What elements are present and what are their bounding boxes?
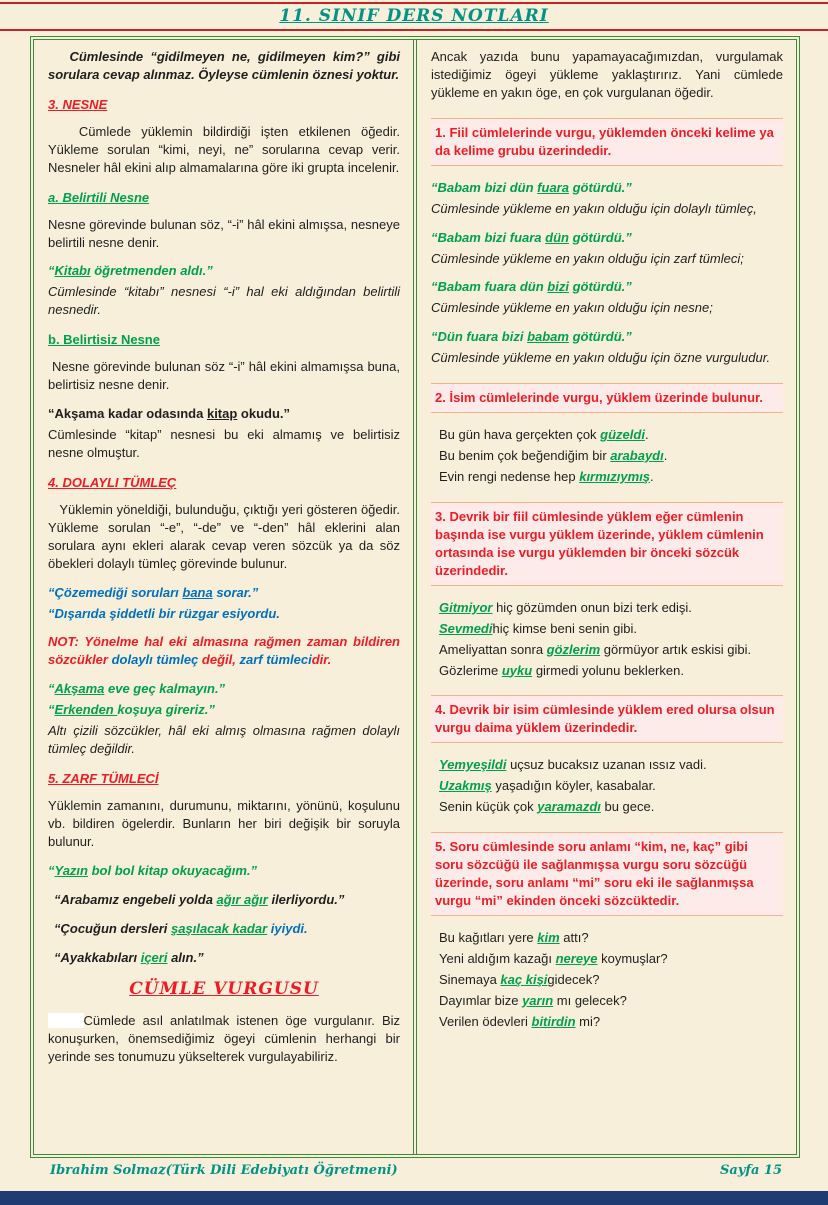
text-run: Sevmedi bbox=[439, 620, 493, 636]
text-run bbox=[48, 1013, 84, 1028]
section-title bbox=[48, 978, 400, 1001]
example-sentence bbox=[431, 929, 783, 947]
text-run: girmedi yolunu beklerken. bbox=[532, 662, 684, 678]
subsection-heading bbox=[48, 189, 400, 207]
paragraph bbox=[48, 501, 400, 573]
text-run: 3. NESNE bbox=[48, 96, 108, 112]
text-run: eve geç kalmayın.” bbox=[104, 681, 226, 697]
example-sentence bbox=[48, 862, 400, 880]
example-sentence bbox=[48, 680, 400, 698]
text-run: Bu kağıtları yere bbox=[439, 929, 538, 945]
paragraph bbox=[48, 1012, 400, 1066]
text-run: CÜMLE VURGUSU bbox=[129, 978, 319, 999]
text-run: güzeldi bbox=[600, 427, 645, 443]
example-sentence bbox=[48, 891, 400, 909]
text-run: Yüklemin yöneldiği, bulunduğu, çıktığı yeri gösteren öğedir. Yükleme sorulan “-e”, “-de” ve “-den” hâl eklerini alan sorulara aynı ekleri alarak cevap veren sözcük ya da söz öbekleri dolaylı tümleç görevinde bulunur. bbox=[48, 501, 400, 571]
paragraph bbox=[48, 123, 400, 177]
paragraph bbox=[48, 216, 400, 252]
example-sentence bbox=[48, 605, 400, 623]
header-bottom-rule bbox=[0, 29, 828, 31]
rule-heading bbox=[431, 383, 783, 413]
text-run: Ameliyattan sonra bbox=[439, 641, 547, 657]
example-sentence bbox=[431, 777, 783, 795]
text-run: kırmızıymış bbox=[579, 469, 651, 484]
text-run: Erkenden bbox=[54, 702, 118, 718]
text-run: götürdü.” bbox=[568, 279, 632, 295]
example-sentence bbox=[48, 262, 400, 280]
text-run: “Dün fuara bizi bbox=[431, 329, 528, 345]
page-footer bbox=[0, 1158, 828, 1178]
explanation-text bbox=[48, 283, 400, 319]
text-run: Cümlesinde yükleme en yakın olduğu için zarf tümleci; bbox=[431, 250, 744, 266]
text-run: Cümlede yüklemin bildirdiği işten etkilenen öğedir. Yükleme sorulan “kimi, neyi, ne” sorularına cevap verir. Nesneler hâl ekini alıp almamalarına göre iki grupta incelenir. bbox=[48, 123, 400, 175]
page-title: 11. SINIF DERS NOTLARI bbox=[279, 6, 549, 26]
text-run: kaç kişi bbox=[500, 971, 548, 987]
content-frame bbox=[30, 36, 800, 1158]
left-column bbox=[34, 40, 413, 1154]
text-run: NOT: Yönelme hal eki almasına rağmen zaman bildiren sözcükler bbox=[48, 634, 400, 668]
example-sentence bbox=[431, 641, 783, 659]
text-run: Nesne görevinde bulunan söz, “-i” hâl ekini almışsa, nesneye belirtili nesne denir. bbox=[48, 216, 400, 250]
text-run: fuara bbox=[537, 179, 569, 195]
note-text bbox=[48, 633, 400, 669]
text-run: Uzakmış bbox=[439, 778, 492, 794]
text-run: bu gece. bbox=[600, 799, 655, 815]
text-run: Gözlerime bbox=[439, 662, 502, 678]
text-run: götürdü.” bbox=[568, 229, 632, 245]
text-run: ilerliyordu.” bbox=[267, 891, 345, 907]
text-run: zarf tümleci bbox=[239, 652, 312, 668]
text-run: yarın bbox=[522, 992, 554, 1008]
text-run: Evin rengi nedense hep bbox=[439, 469, 580, 484]
text-run: Yazın bbox=[54, 862, 88, 878]
example-sentence bbox=[431, 468, 783, 486]
example-sentence bbox=[431, 599, 783, 617]
text-run: yaramazdı bbox=[537, 799, 601, 815]
text-run: götürdü.” bbox=[568, 179, 632, 195]
taskbar-strip[interactable] bbox=[0, 1191, 828, 1205]
explanation-text bbox=[431, 349, 783, 367]
text-run: uyku bbox=[501, 662, 533, 678]
text-run: nereye bbox=[555, 950, 598, 966]
text-run: “Çözemediği soruları bbox=[48, 584, 183, 600]
text-run: Cümlesinde yükleme en yakın olduğu için nesne; bbox=[431, 300, 713, 316]
text-run: “ bbox=[48, 702, 55, 718]
text-run: bitirdin bbox=[531, 1013, 576, 1029]
text-run: hiç gözümden onun bizi terk edişi. bbox=[492, 599, 692, 615]
example-sentence bbox=[48, 701, 400, 719]
text-run: mi? bbox=[575, 1013, 601, 1029]
example-sentence bbox=[431, 229, 783, 247]
paragraph bbox=[48, 358, 400, 394]
text-run: bol bol kitap okuyacağım.” bbox=[87, 862, 258, 878]
text-run: . bbox=[650, 469, 654, 484]
text-run: yaşadığın köyler, kasabalar. bbox=[491, 778, 656, 794]
text-run: a. Belirtili Nesne bbox=[48, 189, 150, 205]
example-sentence bbox=[431, 620, 783, 638]
text-run: Sinemaya bbox=[439, 971, 501, 987]
text-run: attı? bbox=[559, 929, 589, 945]
paragraph bbox=[48, 797, 400, 851]
text-run: dün bbox=[545, 229, 569, 245]
section-heading bbox=[48, 96, 400, 114]
text-run: bana bbox=[182, 584, 213, 600]
text-run: Kitabı bbox=[54, 263, 91, 279]
explanation-text bbox=[431, 299, 783, 317]
text-run: değil, bbox=[201, 652, 240, 668]
example-sentence bbox=[431, 662, 783, 680]
example-sentence bbox=[431, 950, 783, 968]
rule-heading bbox=[431, 502, 783, 586]
text-run: . bbox=[644, 427, 649, 443]
text-run: Cümlesinde “kitabı” nesnesi “-i” hal eki aldığından belirtili nesnedir. bbox=[48, 284, 400, 318]
example-sentence bbox=[48, 584, 400, 602]
text-run: gözlerim bbox=[546, 641, 601, 657]
footer-page-number: Sayfa 15 bbox=[720, 1163, 782, 1178]
text-run: dir. bbox=[311, 652, 332, 668]
text-run: “ bbox=[48, 862, 55, 878]
text-run: Akşama bbox=[54, 681, 105, 697]
rule-heading bbox=[431, 118, 783, 166]
text-run: hiç kimse beni senin gibi. bbox=[492, 620, 638, 636]
text-run: öğretmenden aldı.” bbox=[90, 263, 213, 279]
text-run: Cümlesinde “kitap” nesnesi bu eki almamış ve belirtisiz nesne olmuştur. bbox=[48, 427, 400, 460]
text-run: 3. Devrik bir fiil cümlesinde yüklem eğer cümlenin başında ise vurgu yüklem üzerinde, yüklem cümlenin ortasında ise vurgu yüklemden bir önceki sözcük üzerindedir. bbox=[435, 508, 764, 578]
text-run: 2. İsim cümlelerinde vurgu, yüklem üzerinde bulunur. bbox=[435, 390, 763, 406]
text-run: “Babam fuara dün bbox=[431, 279, 548, 295]
text-run: Cümlede asıl anlatılmak istenen öge vurgulanır. Biz konuşurken, önemsediğimiz ögeyi cümlenin herhangi bir yerinde ses tonumuzu yükselterek vurgulayabiliriz. bbox=[48, 1013, 401, 1064]
text-run: “Ayakkabıları bbox=[54, 949, 141, 965]
text-run: Yemyeşildi bbox=[439, 757, 507, 773]
subsection-heading bbox=[48, 331, 400, 349]
example-sentence bbox=[48, 405, 400, 423]
text-run: Yeni aldığım kazağı bbox=[439, 950, 556, 966]
text-run: Bu gün hava gerçekten çok bbox=[439, 427, 601, 443]
section-heading bbox=[48, 474, 400, 492]
text-run: içeri bbox=[140, 949, 168, 965]
text-run: “ bbox=[48, 681, 55, 697]
footer-author: Ibrahim Solmaz(Türk Dili Edebiyatı Öğretmeni) bbox=[50, 1163, 398, 1178]
text-run: arabaydı bbox=[610, 448, 664, 464]
text-run: Dayımlar bize bbox=[439, 992, 523, 1008]
text-run: Cümlesinde “gidilmeyen ne, gidilmeyen kim?” gibi sorulara cevap alınmaz. Öyleyse cümlenin öznesi yoktur. bbox=[48, 49, 400, 82]
text-run: ağır ağır bbox=[216, 891, 268, 907]
text-run: 5. ZARF TÜMLECİ bbox=[48, 771, 159, 787]
example-sentence bbox=[431, 971, 783, 989]
explanation-text bbox=[431, 200, 783, 218]
text-run: “Babam bizi fuara bbox=[431, 229, 546, 245]
rule-heading bbox=[431, 695, 783, 743]
text-run: 4. Devrik bir isim cümlesinde yüklem ered olursa olsun vurgu daima yüklem üzerindedir. bbox=[435, 702, 775, 736]
paragraph bbox=[431, 48, 783, 102]
example-sentence bbox=[431, 756, 783, 774]
text-run: Ancak yazıda bunu yapamayacağımızdan, vurgulamak istediğimiz ögeyi yükleme yaklaştırırız. Yani cümlede yükleme en yakın öge, en çok vurgulanan öğedir. bbox=[431, 49, 783, 100]
text-run: okudu.” bbox=[237, 406, 291, 422]
section-heading bbox=[48, 770, 400, 788]
text-run: Cümlesinde yükleme en yakın olduğu için dolaylı tümleç, bbox=[431, 200, 757, 216]
example-sentence bbox=[431, 1013, 783, 1031]
example-sentence bbox=[431, 798, 783, 816]
text-run: “Dışarıda şiddetli bir rüzgar esiyordu. bbox=[48, 605, 280, 621]
text-run: “Çocuğun dersleri bbox=[54, 920, 172, 936]
text-run: Bu benim çok beğendiğim bir bbox=[439, 448, 611, 464]
paragraph bbox=[48, 48, 400, 84]
text-run: 1. Fiil cümlelerinde vurgu, yüklemden önceki kelime ya da kelime grubu üzerindedir. bbox=[435, 124, 774, 158]
text-run: Gitmiyor bbox=[439, 599, 493, 615]
text-run: . bbox=[663, 448, 668, 464]
example-sentence bbox=[431, 328, 783, 346]
example-sentence bbox=[48, 949, 400, 967]
example-sentence bbox=[431, 426, 783, 444]
text-run: Verilen ödevleri bbox=[439, 1013, 532, 1029]
text-run: Yüklemin zamanını, durumunu, miktarını, yönünü, koşulunu vb. bildiren ögelerdir. Bunların her biri değişik bir soruyla bulunur. bbox=[48, 798, 400, 849]
text-run: “Akşama kadar odasında bbox=[48, 406, 207, 422]
text-run: götürdü.” bbox=[568, 329, 632, 345]
text-run: Nesne görevinde bulunan söz “-i” hâl ekini almamışsa buna, belirtisiz nesne denir. bbox=[48, 359, 400, 393]
explanation-text bbox=[431, 250, 783, 268]
text-run: şaşılacak kadar bbox=[171, 920, 268, 936]
text-run: 4. DOLAYLI TÜMLEÇ bbox=[48, 474, 177, 490]
text-run: “Babam bizi dün bbox=[431, 179, 538, 195]
text-run: mı gelecek? bbox=[553, 992, 627, 1008]
right-column bbox=[417, 40, 796, 1154]
text-run: bizi bbox=[547, 279, 569, 295]
example-sentence bbox=[431, 992, 783, 1010]
text-run: sorar.” bbox=[212, 584, 259, 600]
text-run: alın.” bbox=[167, 949, 204, 965]
text-run: koşuya gireriz.” bbox=[117, 702, 215, 718]
text-run: babam bbox=[527, 329, 569, 345]
text-run: gidecek? bbox=[547, 971, 600, 987]
text-run: iyiydi. bbox=[270, 920, 308, 936]
example-sentence bbox=[431, 278, 783, 296]
text-run: Cümlesinde yükleme en yakın olduğu için özne vurguludur. bbox=[431, 350, 771, 366]
example-sentence bbox=[48, 920, 400, 938]
text-run: uçsuz bucaksız uzanan ıssız vadi. bbox=[506, 757, 707, 773]
text-run: koymuşlar? bbox=[597, 950, 668, 966]
text-run: Senin küçük çok bbox=[439, 799, 538, 815]
text-run: “ bbox=[48, 263, 55, 279]
text-run: “Arabamız engebeli yolda bbox=[54, 891, 217, 907]
text-run: görmüyor artık eskisi gibi. bbox=[600, 641, 752, 657]
example-sentence bbox=[431, 179, 783, 197]
explanation-text bbox=[48, 722, 400, 758]
text-run: kim bbox=[537, 929, 560, 945]
text-run: dolaylı tümleç bbox=[111, 652, 202, 668]
text-run: b. Belirtisiz Nesne bbox=[48, 332, 160, 348]
text-run: 5. Soru cümlesinde soru anlamı “kim, ne, kaç” gibi soru sözcüğü ile sağlanmışsa vurgu soru sözcüğü üzerinde, soru anlamı “mi” soru eki ile sağlanmışsa vurgu “mi” ekinden önceki sözcüktedir. bbox=[435, 839, 754, 908]
example-sentence bbox=[431, 447, 783, 465]
text-run: Altı çizili sözcükler, hâl eki almış olmasına rağmen dolaylı tümleç değildir. bbox=[48, 723, 400, 757]
rule-heading bbox=[431, 832, 783, 916]
page-header bbox=[0, 0, 828, 31]
text-run: kitap bbox=[206, 406, 238, 422]
explanation-text bbox=[48, 426, 400, 462]
